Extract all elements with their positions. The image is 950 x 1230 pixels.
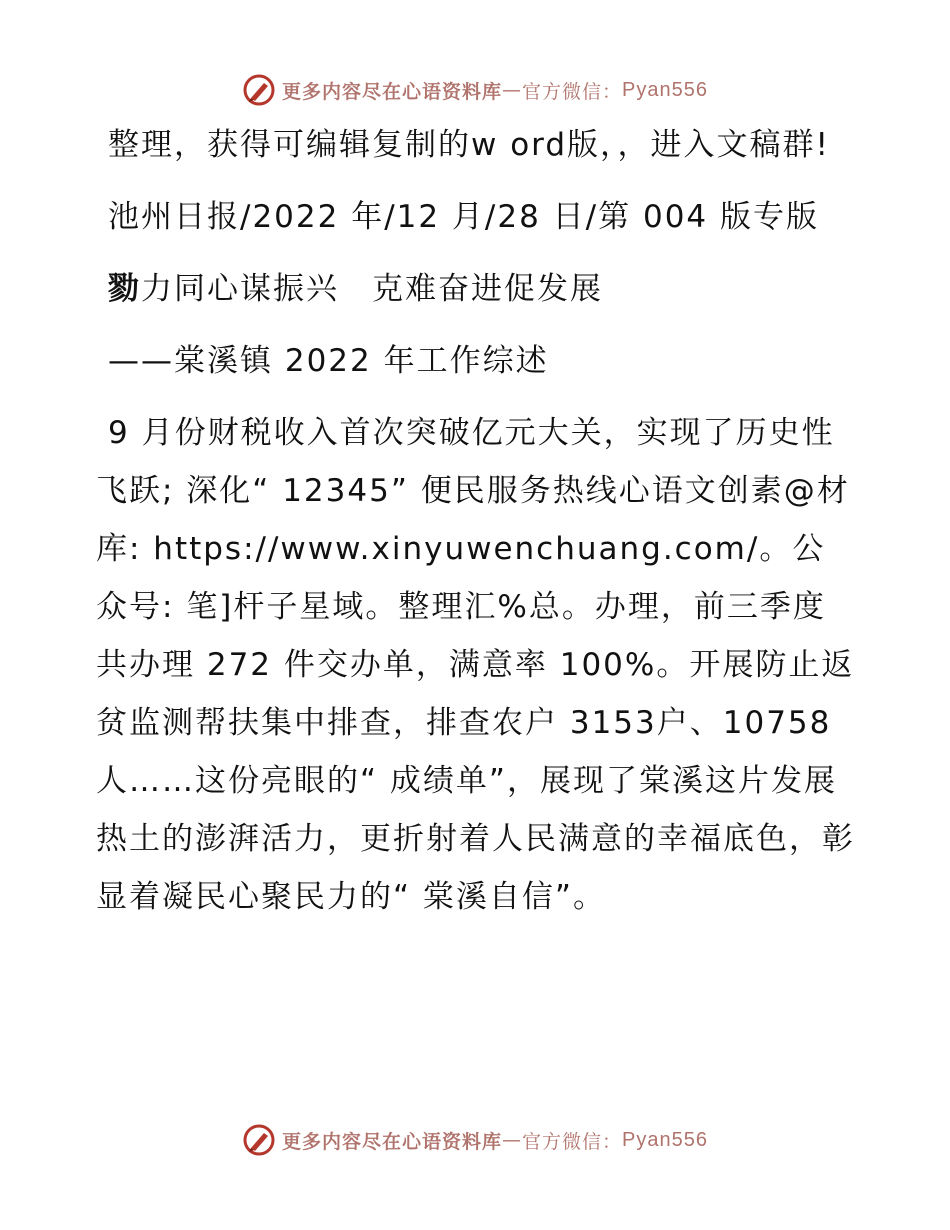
banner-wechat-label: 官方微信： [522,1130,623,1153]
banner-brand-text: 更多内容尽在心语资料库 [282,80,503,103]
body-paragraph: 9 月份财税收入首次突破亿元大关，实现了历史性飞跃; 深化“ 12345” 便民服务热线心语文创素@材库: https://www.xinyuwenchuang.com/。公众号: 笔]杆子星域。整理汇%总。办理，前三季度共办理 272 件交办单，满意率 100%。开展防止返贫监测帮扶集中排查，排查农户 3153户、10758 人……这份亮眼的“ 成绩单”，展现了棠溪这片发展热土的澎湃活力，更折射着人民满意的幸福底色，彰显着凝民心聚民力的“ 棠溪自信”。 [96,415,855,915]
header-watermark-banner [0,70,950,110]
banner-wechat-id: Pyan556 [622,1128,708,1151]
pen-logo-icon [242,1123,276,1157]
intro-paragraph: 整理，获得可编辑复制的w ord版，，进入文稿群! [108,127,830,163]
footer-watermark-banner [0,1120,950,1160]
title-rest: 力同心谋振兴 克难奋进促发展 [141,271,603,307]
source-line: 池州日报/2022 年/12 月/28 日/第 004 版专版 [108,199,820,235]
pen-logo-icon [242,73,276,107]
banner-brand-text: 更多内容尽在心语资料库 [282,1130,503,1153]
article-subtitle: ——棠溪镇 2022 年工作综述 [108,343,549,379]
document-body [96,116,856,926]
article-title [96,260,856,318]
banner-separator: — [502,79,523,101]
title-first-char: 勠 [108,271,141,307]
banner-separator: — [502,1129,523,1151]
banner-wechat-label: 官方微信： [522,80,623,103]
banner-wechat-id: Pyan556 [622,78,708,101]
